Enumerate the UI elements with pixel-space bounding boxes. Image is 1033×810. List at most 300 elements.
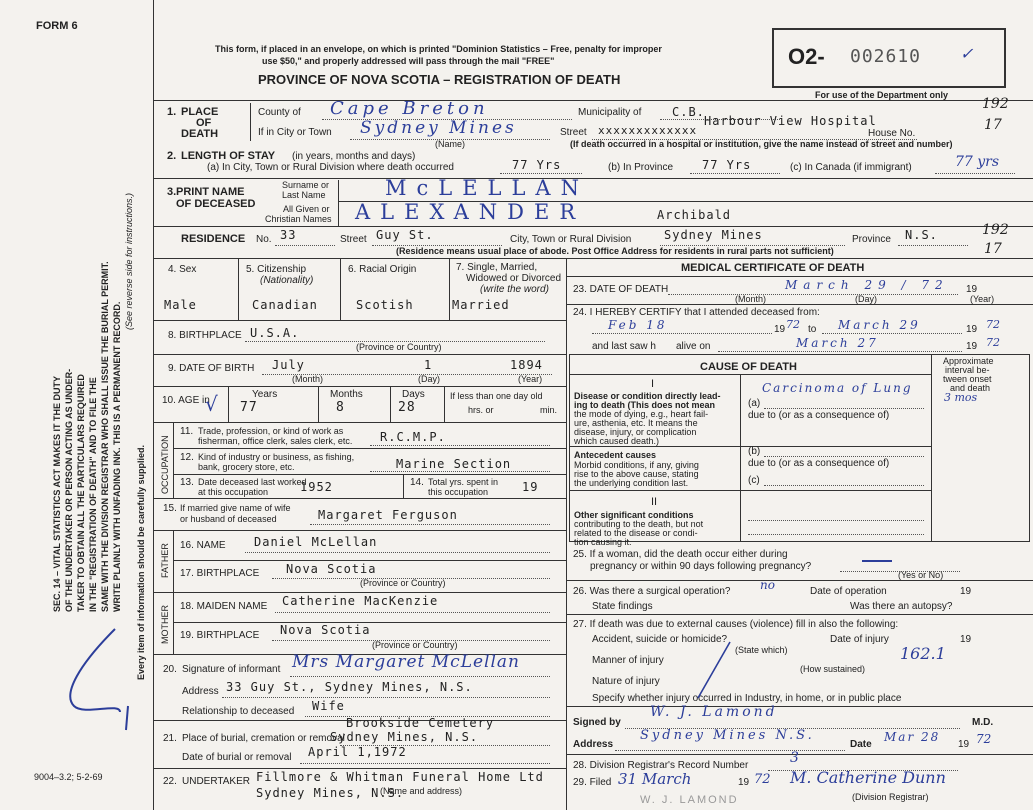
header-rule (153, 100, 1033, 101)
certifier-date-label: Date (850, 739, 872, 750)
informant-relation-label: Relationship to deceased (182, 706, 295, 717)
q25-rule (566, 580, 1033, 581)
burial-date-line (300, 763, 550, 764)
q12-value: Marine Section (396, 457, 512, 471)
q11-line (370, 445, 550, 446)
citizenship-label: 5. Citizenship (246, 264, 307, 275)
citizenship-hint: (Nationality) (260, 275, 314, 286)
q11-value: R.C.M.P. (380, 430, 446, 444)
q13-text-2: at this occupation (198, 487, 269, 497)
street-struck: xxxxxxxxxxxxx (598, 124, 698, 137)
stay-province-line (690, 173, 780, 174)
q12-number: 12. (180, 452, 194, 463)
residence-street-label: Street (340, 234, 367, 245)
q14-number: 14. (410, 477, 424, 488)
row-8-rule (153, 354, 566, 355)
stay-province-label: (b) In Province (608, 162, 674, 173)
autopsy-label: Was there an autopsy? (850, 601, 953, 612)
registration-checkmark: ✓ (960, 44, 974, 63)
supply-note: Every item of information should be carefully supplied. (136, 444, 146, 680)
residence-province-label: Province (852, 234, 891, 245)
to-value: March 29 (838, 318, 921, 332)
due-to-a: due to (or as a consequence of) (748, 410, 890, 421)
racial-divider (449, 258, 450, 320)
age-divider-4 (444, 386, 445, 422)
q15-line (310, 524, 550, 525)
father-birthplace-value: Nova Scotia (286, 562, 377, 576)
manner-label: Manner of injury (592, 655, 664, 666)
interval-column-divider (931, 354, 932, 542)
q11-text-1: Trade, profession, or kind of work as (198, 426, 344, 436)
cause-a-label: (a) (748, 398, 761, 409)
q28-value: 3 (790, 750, 799, 766)
q23-year: 19 (966, 284, 978, 295)
q28-label: 28. Division Registrar's Record Number (573, 760, 749, 771)
informant-signature-label: Signature of informant (182, 664, 281, 675)
q3-label-deceased: OF DECEASED (176, 198, 256, 210)
certifier-stamp: W. J. LAMOND (640, 794, 739, 806)
dob-day-caption: (Day) (418, 374, 440, 384)
q23-label: 23. DATE OF DEATH (573, 284, 669, 295)
given-names-label: All Given or (283, 204, 330, 214)
occupation-side-label: OCCUPATION (160, 435, 170, 494)
to-line (822, 333, 962, 334)
how-sustained-caption: (How sustained) (800, 664, 866, 674)
interval-a-value: 3 mos (944, 391, 978, 404)
municipality-label: Municipality of (578, 107, 642, 118)
q15-number: 15. (163, 503, 177, 514)
other-text-3: related to the disease or condi- (574, 528, 698, 538)
father-birthplace-label: 17. BIRTHPLACE (180, 568, 260, 579)
state-findings-label: State findings (592, 601, 653, 612)
stay-city-line (500, 173, 582, 174)
sex-divider (238, 258, 239, 320)
antecedent-text-3: the underlying condition last. (574, 478, 689, 488)
hospital-value: Harbour View Hospital (704, 114, 877, 128)
informant-signature-line (290, 676, 550, 677)
q15-text-2: or husband of deceased (180, 514, 277, 524)
mother-birthplace-value: Nova Scotia (280, 623, 371, 637)
from-year-prefix: 19 (774, 324, 786, 335)
md-label: M.D. (972, 717, 994, 728)
street-label: Street (560, 127, 587, 138)
undertaker-caption: (Name and address) (380, 786, 463, 796)
house-number-label: House No. (868, 128, 916, 139)
age-check-icon: √ (205, 392, 218, 416)
age-divider-1 (228, 386, 229, 422)
from-line (592, 333, 772, 334)
stay-canada-value: 77 yrs (955, 154, 1000, 170)
mother-maiden-line (275, 612, 550, 613)
sec14-line-3: TAKER TO OBTAIN ALL THE PARTICULARS REQUIRED (76, 374, 86, 612)
informant-address-value: 33 Guy St., Sydney Mines, N.S. (226, 680, 473, 694)
q29-label: 29. Filed (573, 777, 612, 788)
registration-prefix: O2- (788, 44, 825, 69)
stay-city-value: 77 Yrs (512, 158, 562, 172)
cause-label-divider (740, 374, 741, 542)
residence-note: (Residence means usual place of abode. Post Office Address for residents in rural parts not sufficient) (396, 246, 834, 256)
dob-year-caption: (Year) (518, 374, 543, 384)
age-divider-3 (390, 386, 391, 422)
birthplace-caption: (Province or Country) (356, 342, 442, 352)
q26-text: 26. Was there a surgical operation? (573, 586, 731, 597)
q14-text-1: Total yrs. spent in (428, 477, 499, 487)
q22-number: 22. (163, 776, 177, 787)
sec14-line-1: SEC. 14 – VITAL STATISTICS ACT MAKES IT THE DUTY (52, 375, 62, 612)
q12-line (370, 471, 550, 472)
age-years-value: 77 (240, 400, 258, 415)
stay-city-label: (a) In City, Town or Rural Division where death occurred (207, 162, 454, 173)
residence-rule (153, 258, 1033, 259)
q29-year-value: 72 (754, 772, 771, 787)
form-code: 9004–3.2; 5-2-69 (34, 772, 103, 782)
cause-title-rule (569, 374, 931, 375)
q23-day-caption: (Day) (855, 294, 877, 304)
disease-text-4: ure, asthenia, etc. It means the (574, 418, 698, 428)
mother-side-divider (173, 592, 174, 654)
residence-no-line (275, 245, 335, 246)
burial-place-value-1: Brookside Cemetery (346, 716, 495, 730)
row-4-7-rule (153, 320, 566, 321)
injury-date-label: Date of injury (830, 634, 889, 645)
q2-number: 2. (167, 150, 177, 162)
hospital-caption: (If death occurred in a hospital or institution, give the name instead of street and number) (570, 139, 953, 149)
q23-year-caption: (Year) (970, 294, 995, 304)
certifier-year-prefix: 19 (958, 739, 970, 750)
undertaker-value-1: Fillmore & Whitman Funeral Home Ltd (256, 770, 544, 784)
racial-origin-label: 6. Racial Origin (348, 264, 417, 275)
q12-rule (173, 474, 566, 475)
sec14-line-4: IN THE "REGISTRATION OF DEATH" AND TO FILE THE (88, 377, 98, 612)
sec14-line-2: OF THE UNDERTAKER OR PERSON ACTING AS UNDER- (64, 368, 74, 612)
age-days-label: Days (402, 389, 425, 400)
q25-caption: (Yes or No) (898, 570, 944, 580)
alive-year-prefix: 19 (966, 341, 978, 352)
marital-label-2: Widowed or Divorced (466, 273, 562, 284)
dept-code-1a: 192 (982, 96, 1009, 112)
birthplace-value: U.S.A. (250, 326, 300, 340)
q23-line (668, 294, 958, 295)
marital-value: Married (452, 298, 510, 312)
q11-number: 11. (180, 426, 194, 437)
cause-c-line (764, 485, 924, 486)
certifier-year-value: 72 (976, 732, 992, 746)
certifier-address-line (615, 750, 845, 751)
occupation-side-divider (173, 422, 174, 498)
stay-canada-label: (c) In Canada (if immigrant) (790, 162, 912, 173)
surname-value: McLELLAN (385, 176, 589, 200)
father-name-rule (173, 560, 566, 561)
from-year-value: 72 (786, 318, 800, 331)
injury-pen-mark (690, 640, 750, 700)
alive-value: March 27 (796, 336, 879, 350)
cause-c-label: (c) (748, 475, 760, 486)
citizenship-divider (340, 258, 341, 320)
age-hrs-label: hrs. or (468, 405, 494, 415)
burial-date-value: April 1,1972 (308, 745, 407, 759)
q1-bracket (250, 103, 251, 141)
q26-rule (566, 614, 1033, 615)
medical-title: MEDICAL CERTIFICATE OF DEATH (681, 262, 865, 274)
burial-date-label: Date of burial or removal (182, 752, 292, 763)
q3-number: 3. (167, 186, 177, 198)
cause-a-value: Carcinoma of Lung (762, 381, 913, 395)
q2-hint: (in years, months and days) (292, 151, 416, 162)
certifier-address-label: Address (573, 739, 614, 750)
county-label: County of (258, 107, 301, 118)
alive-line (718, 351, 962, 352)
age-label: 10. AGE in (162, 395, 210, 406)
mother-maiden-label: 18. MAIDEN NAME (180, 601, 268, 612)
other-text-2: contributing to the death, but not (574, 519, 704, 529)
row-9-rule (153, 386, 566, 387)
q20-number: 20. (163, 664, 177, 675)
mother-side-label: MOTHER (160, 605, 170, 644)
burial-place-value-2: Sydney Mines, N.S. (330, 730, 479, 744)
informant-address-label: Address (182, 686, 219, 697)
disease-text-6: which caused death.) (574, 436, 660, 446)
registrar-signature: M. Catherine Dunn (790, 768, 946, 787)
nature-label: Nature of injury (592, 676, 660, 687)
q2-label: LENGTH OF STAY (181, 150, 276, 162)
form-number-label: FORM 6 (36, 20, 78, 32)
q13-value: 1952 (300, 480, 333, 494)
given-names-value: ALEXANDER (355, 200, 586, 224)
residence-label: RESIDENCE (181, 233, 246, 245)
q1-label-death: DEATH (181, 128, 219, 140)
dob-label: 9. DATE OF BIRTH (168, 363, 255, 374)
q1-label-of: OF (196, 117, 212, 129)
q15-rule (153, 530, 566, 531)
dob-day: 1 (424, 358, 433, 372)
mail-note-line-2: use $50," and properly addressed will pass through the mail "FREE" (262, 56, 555, 66)
other-text-1: Other significant conditions (574, 510, 694, 520)
mother-maiden-value: Catherine MacKenzie (282, 594, 439, 608)
dob-year: 1894 (510, 358, 543, 372)
given-names-typed: Archibald (657, 208, 732, 222)
name-caption: (Name) (435, 139, 466, 149)
q12-text-2: bank, grocery store, etc. (198, 462, 295, 472)
antecedent-text-2: rise to the above cause, stating (574, 469, 699, 479)
q13-text-1: Date deceased last worked (198, 477, 307, 487)
registrar-caption: (Division Registrar) (852, 792, 929, 802)
cause-b-label: (b) (748, 446, 761, 457)
roman-ii: II (651, 496, 658, 508)
signed-rule (566, 754, 1033, 755)
sec14-line-6: WRITE PLAINLY WITH UNFADING INK. THIS IS A PERMANENT RECORD. (112, 301, 122, 612)
father-side-divider (173, 530, 174, 592)
q24-label: 24. I HEREBY CERTIFY that I attended deceased from: (573, 307, 820, 318)
name-bracket (338, 180, 339, 226)
q14-text-2: this occupation (428, 487, 489, 497)
mother-birthplace-label: 19. BIRTHPLACE (180, 630, 260, 641)
q11-text-2: fisherman, office clerk, sales clerk, etc. (198, 436, 353, 446)
alive-year-value: 72 (986, 336, 1000, 349)
cause-b-line (764, 456, 924, 457)
mother-birthplace-caption: (Province or Country) (372, 640, 458, 650)
certifier-address-value: Sydney Mines N.S. (640, 728, 815, 743)
state-which-caption: (State which) (735, 645, 788, 655)
city-value: Sydney Mines (360, 118, 517, 138)
father-name-value: Daniel McLellan (254, 535, 378, 549)
age-divider-2 (318, 386, 319, 422)
department-use-label: For use of the Department only (815, 90, 949, 100)
signed-by-label: Signed by (573, 717, 621, 728)
residence-no-label: No. (256, 234, 272, 245)
medical-title-rule (566, 276, 1033, 277)
undertaker-label: UNDERTAKER (182, 776, 250, 787)
father-name-label: 16. NAME (180, 540, 226, 551)
father-birthplace-caption: (Province or Country) (360, 578, 446, 588)
q27-rule (566, 706, 1033, 707)
q23-rule (566, 304, 1033, 305)
to-label: to (808, 324, 817, 335)
age-less-label: If less than one day old (450, 391, 543, 401)
citizenship-value: Canadian (252, 298, 318, 312)
dept-code-res-a: 192 (982, 222, 1009, 238)
dob-month: July (272, 358, 305, 372)
sex-label: 4. Sex (168, 264, 197, 275)
other-line-1 (748, 520, 924, 521)
q27-text: 27. If death was due to external causes (violence) fill in also the following: (573, 619, 899, 630)
roman-i: I (651, 378, 655, 390)
interval-label-1: Approximate (943, 356, 994, 366)
father-rule (153, 592, 566, 593)
q29-value: 31 March (618, 770, 692, 788)
sex-value: Male (164, 298, 197, 312)
q25-dash (862, 560, 892, 562)
given-names-label-2: Christian Names (265, 214, 332, 224)
city-label: If in City or Town (258, 127, 332, 138)
marital-label-3: (write the word) (480, 284, 549, 295)
registration-number: 002610 (850, 46, 922, 67)
residence-city-value: Sydney Mines (664, 228, 763, 242)
due-to-b: due to (or as a consequence of) (748, 458, 890, 469)
disease-text-5: disease, injury, or complication (574, 427, 697, 437)
stay-province-value: 77 Yrs (702, 158, 752, 172)
age-months-label: Months (330, 389, 363, 400)
q25-text-2: pregnancy or within 90 days following pregnancy? (590, 561, 812, 572)
municipality-value: C.B. (672, 105, 705, 119)
q12-text-1: Kind of industry or business, as fishing, (198, 452, 355, 462)
margin-pen-mark (60, 624, 140, 734)
marital-label-1: 7. Single, Married, (456, 262, 538, 273)
left-frame-line (153, 0, 154, 810)
q26-date-label: Date of operation (810, 586, 887, 597)
surname-label: Surname or (282, 180, 330, 190)
residence-province-value: N.S. (905, 228, 938, 242)
age-min-label: min. (540, 405, 558, 415)
county-value: Cape Breton (330, 98, 489, 119)
q3-rule (153, 226, 1033, 227)
cause-of-death-title: CAUSE OF DEATH (700, 361, 797, 373)
residence-no-value: 33 (280, 228, 297, 242)
form-title: PROVINCE OF NOVA SCOTIA – REGISTRATION OF DEATH (258, 72, 621, 87)
dept-code-1b: 17 (984, 117, 1002, 133)
informant-signature-value: Mrs Margaret McLellan (292, 652, 521, 672)
age-months-value: 8 (336, 400, 345, 415)
q23-value: March 29 / 72 (785, 278, 949, 292)
disease-text-2: ing to death (This does not mean (574, 400, 716, 410)
sec14-line-5: SAME WITH THE DIVISION REGISTRAR WHO SHALL ISSUE THE BURIAL PERMIT. (100, 261, 110, 612)
q13-divider (403, 474, 404, 498)
to-year-prefix: 19 (966, 324, 978, 335)
q15-text-1: If married give name of wife (180, 503, 291, 513)
accident-label: Accident, suicide or homicide? (592, 634, 728, 645)
birthplace-label: 8. BIRTHPLACE (168, 330, 242, 341)
certifier-date-value: Mar 28 (884, 730, 941, 744)
undertaker-value-2: Sydney Mines, N.S. (256, 786, 405, 800)
last-saw-label: and last saw h (592, 341, 656, 352)
interval-label-4: and death (950, 383, 991, 393)
surname-label-2: Last Name (282, 190, 326, 200)
informant-relation-value: Wife (312, 699, 345, 713)
stay-canada-line (935, 173, 1015, 174)
q3-label-print: PRINT NAME (176, 186, 245, 198)
cause-antecedent-rule (569, 490, 931, 491)
other-line-2 (748, 534, 924, 535)
interval-label-3: tween onset (943, 374, 992, 384)
q26-value: no (760, 578, 775, 592)
father-side-label: FATHER (160, 543, 170, 578)
antecedent-text-1: Morbid conditions, if any, giving (574, 460, 699, 470)
interval-label-2: interval be- (945, 365, 990, 375)
other-text-4: tion causing it. (574, 537, 632, 547)
signed-by-value: W. J. Lamond (650, 704, 778, 720)
residence-city-label: City, Town or Rural Division (510, 234, 632, 245)
dept-code-res-b: 17 (984, 241, 1002, 257)
q13-number: 13. (180, 477, 194, 488)
q23-month-caption: (Month) (735, 294, 767, 304)
injury-year: 19 (960, 634, 972, 645)
dob-month-caption: (Month) (292, 374, 324, 384)
q15-value: Margaret Ferguson (318, 508, 458, 522)
occupation-rule (153, 498, 566, 499)
residence-province-line (898, 245, 968, 246)
q21-number: 21. (163, 733, 177, 744)
burial-place-label: Place of burial, cremation or removal (182, 733, 345, 744)
manner-value: 162.1 (900, 644, 946, 663)
from-value: Feb 18 (608, 318, 668, 332)
disease-text-1: Disease or condition directly lead- (574, 391, 721, 401)
mail-note-line-1: This form, if placed in an envelope, on which is printed "Dominion Statistics – Free, penalty for improper (215, 44, 662, 54)
age-days-value: 28 (398, 400, 416, 415)
alive-on-label: alive on (676, 341, 711, 352)
reverse-side-note: (See reverse side for instructions.) (124, 192, 134, 330)
specify-label: Specify whether injury occurred in Industry, in home, or in public place (592, 693, 902, 704)
center-divider (566, 258, 567, 810)
racial-origin-value: Scotish (356, 298, 414, 312)
q26-year: 19 (960, 586, 972, 597)
row-10-rule (153, 422, 566, 423)
informant-address-line (222, 697, 550, 698)
q29-year-prefix: 19 (738, 777, 750, 788)
age-years-label: Years (252, 389, 278, 400)
antecedent-title: Antecedent causes (574, 450, 657, 460)
q2-rule (153, 178, 1033, 179)
disease-text-3: the mode of dying, e.g., heart fail- (574, 409, 709, 419)
q11-rule (173, 448, 566, 449)
cause-a-line (764, 408, 924, 409)
burial-rule (153, 768, 566, 769)
q1-number: 1. (167, 106, 177, 118)
father-name-line (245, 552, 550, 553)
to-year-value: 72 (986, 318, 1000, 331)
q14-value: 19 (522, 480, 539, 494)
q25-text-1: 25. If a woman, did the death occur either during (573, 549, 788, 560)
q1-label-place: PLACE (181, 106, 219, 118)
residence-street-value: Guy St. (376, 228, 434, 242)
